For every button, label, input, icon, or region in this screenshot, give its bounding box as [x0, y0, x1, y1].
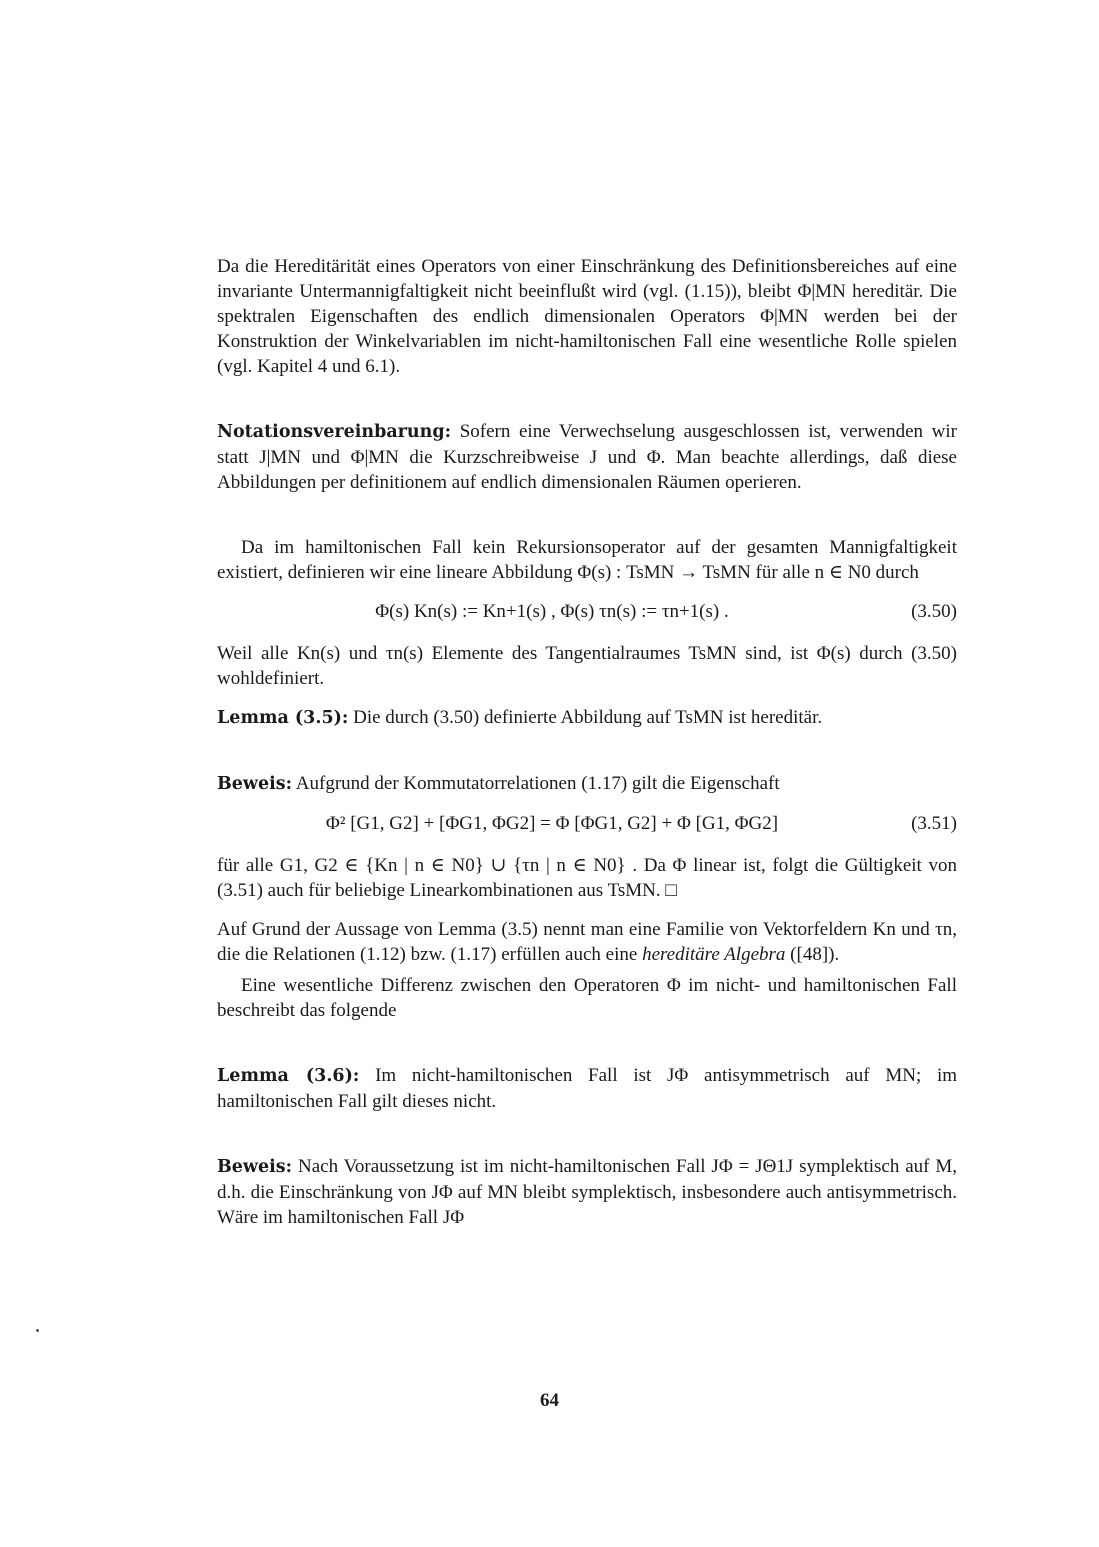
- equation-3-50-body: Φ(s) Kn(s) := Kn+1(s) , Φ(s) τn(s) := τn+1(s) .: [375, 601, 729, 622]
- lemma-3-5-text: Die durch (3.50) definierte Abbildung auf TsMN ist hereditär.: [353, 707, 823, 728]
- paragraph-definition: Da im hamiltonischen Fall kein Rekursionsoperator auf der gesamten Mannigfaltigkeit existiert, definieren wir eine lineare Abbildung Φ(s) : TsMN → TsMN für alle n ∈ N0 durch: [217, 537, 957, 583]
- hereditaere-algebra-text-a: Auf Grund der Aussage von Lemma (3.5) nennt man eine Familie von Vektorfeldern Kn und τn, die die Relationen (1.12) bzw. (1.17) erfüllen auch eine: [217, 919, 957, 965]
- lemma-3-6-text: Im nicht-hamiltonischen Fall ist JΦ antisymmetrisch auf MN; im hamiltonischen Fall gilt dieses nicht.: [217, 1065, 958, 1112]
- paragraph-hereditaere-algebra: [217, 917, 957, 967]
- lemma-3-6: [217, 1063, 957, 1114]
- equation-3-50: [217, 599, 957, 627]
- proof-2-label: Beweis:: [217, 1157, 293, 1177]
- page-body: [217, 254, 957, 1230]
- page-number: 64: [540, 1390, 559, 1411]
- notation-label: Notationsvereinbarung:: [217, 422, 452, 442]
- equation-3-51-number: (3.51): [911, 813, 957, 834]
- proof-lemma-3-5: [217, 771, 957, 797]
- hereditaere-algebra-text-b: ([48]).: [790, 944, 840, 965]
- proof-1-label: Beweis:: [217, 774, 293, 794]
- proof-1-text: Aufgrund der Kommutatorrelationen (1.17) gilt die Eigenschaft: [295, 773, 780, 794]
- scan-speck: [36, 1329, 39, 1332]
- paragraph-wohldefiniert: Weil alle Kn(s) und τn(s) Elemente des Tangentialraumes TsMN sind, ist Φ(s) durch (3.50) wohldefiniert.: [217, 643, 957, 689]
- hereditaere-algebra-term: hereditäre Algebra: [642, 944, 786, 965]
- lemma-3-5-label: Lemma (3.5):: [217, 708, 349, 728]
- proof-lemma-3-6: [217, 1154, 957, 1230]
- lemma-3-5: [217, 705, 957, 731]
- paragraph-linearkombination: für alle G1, G2 ∈ {Kn | n ∈ N0} ∪ {τn | n ∈ N0} . Da Φ linear ist, folgt die Gültigkeit von (3.51) auch für beliebige Linearkombinationen aus TsMN. □: [217, 855, 957, 901]
- equation-3-51: [217, 811, 957, 839]
- equation-3-51-body: Φ² [G1, G2] + [ΦG1, ΦG2] = Φ [ΦG1, G2] + Φ [G1, ΦG2]: [325, 813, 779, 834]
- equation-3-50-number: (3.50): [911, 601, 957, 622]
- proof-2-text: Nach Voraussetzung ist im nicht-hamiltonischen Fall JΦ = JΘ1J symplektisch auf M, d.h. die Einschränkung von JΦ auf MN bleibt symplektisch, insbesondere auch antisymmetrisch. Wäre im hamiltonischen Fall JΦ: [217, 1156, 958, 1228]
- paragraph-hereditaritaet: Da die Hereditärität eines Operators von einer Einschränkung des Definitionsbereiches auf eine invariante Untermannigfaltigkeit nicht beeinflußt wird (vgl. (1.15)), bleibt Φ|MN hereditär. Die spektralen Eigenschaften des endlich dimensionalen Operators Φ|MN werden bei der Konstruktion der Winkelvariablen im nicht-hamiltonischen Fall eine wesentliche Rolle spielen (vgl. Kapitel 4 und 6.1).: [217, 256, 957, 377]
- notation-agreement: [217, 419, 957, 495]
- paragraph-differenz: Eine wesentliche Differenz zwischen den Operatoren Φ im nicht- und hamiltonischen Fall beschreibt das folgende: [217, 975, 957, 1021]
- notation-text: Sofern eine Verwechselung ausgeschlossen ist, verwenden wir statt J|MN und Φ|MN die Kurzschreibweise J und Φ. Man beachte allerdings, daß diese Abbildungen per definitionem auf endlich dimensionalen Räumen operieren.: [217, 421, 957, 493]
- lemma-3-6-label: Lemma (3.6):: [217, 1066, 360, 1086]
